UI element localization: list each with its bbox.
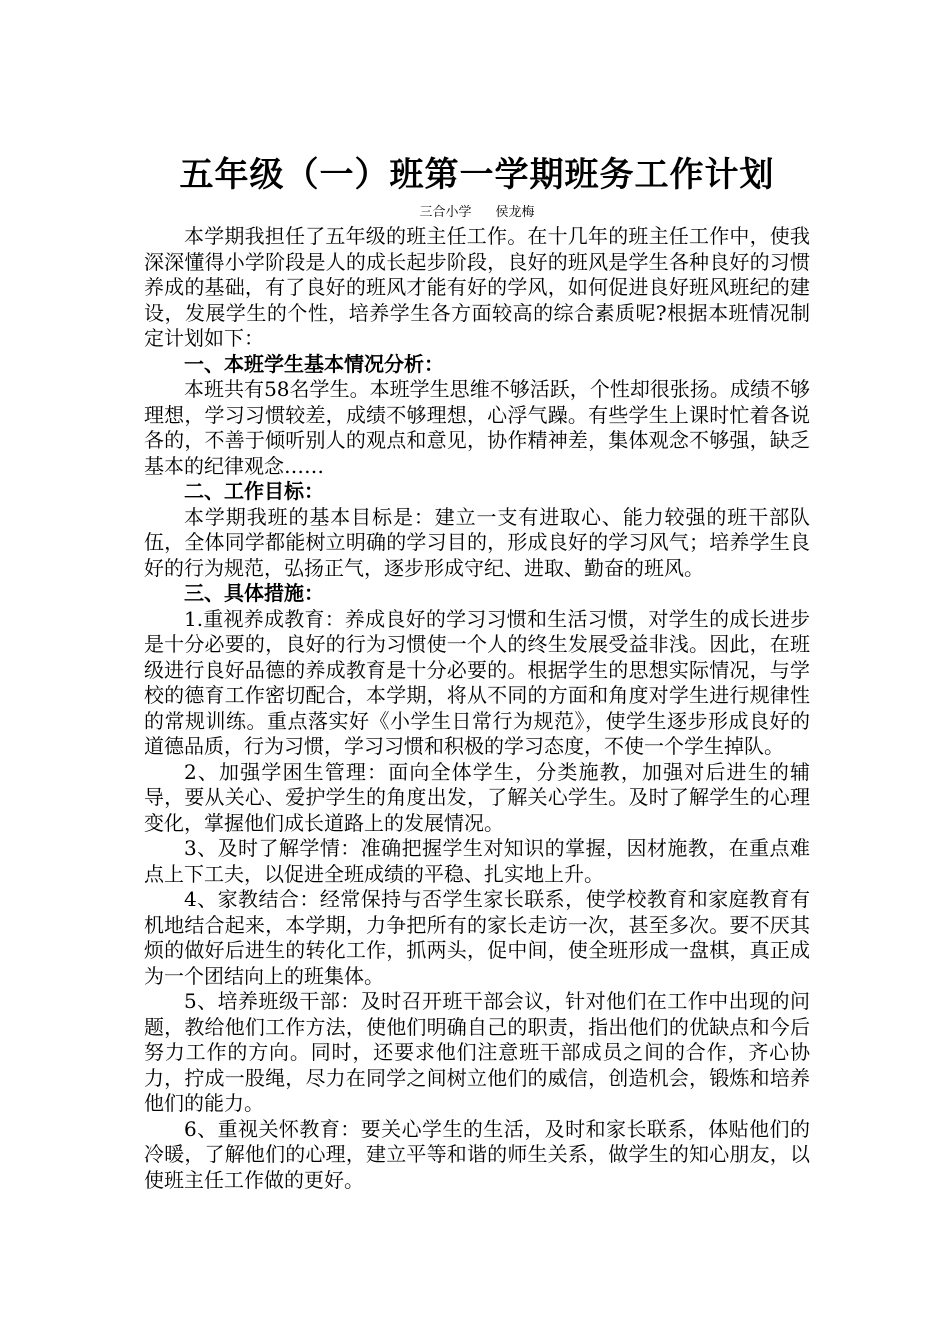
- section-1-paragraph: 本班共有58名学生。本班学生思维不够活跃，个性却很张扬。成绩不够理想，学习习惯较差，成绩不够理想，心浮气躁。有些学生上课时忙着各说各的，不善于倾听别人的观点和意见，协作精神差，集体观念不够强，缺乏基本的纪律观念……: [144, 377, 810, 478]
- intro-paragraph: 本学期我担任了五年级的班主任工作。在十几年的班主任工作中，使我深深懂得小学阶段是人的成长起步阶段，良好的班风是学生各种良好的习惯养成的基础，有了良好的班风才能有好的学风，如何促进良好班风班纪的建设，发展学生的个性，培养学生各方面较高的综合素质呢?根据本班情况制定计划如下：: [144, 224, 810, 350]
- author-name: 侯龙梅: [495, 205, 535, 220]
- section-2-paragraph: 本学期我班的基本目标是：建立一支有进取心、能力较强的班干部队伍，全体同学都能树立明确的学习目的，形成良好的学习风气；培养学生良好的行为规范，弘扬正气，逐步形成守纪、进取、勤奋的班风。: [144, 504, 810, 580]
- measure-item-2: 2、加强学困生管理：面向全体学生，分类施教，加强对后进生的辅导，要从关心、爱护学生的角度出发，了解关心学生。及时了解学生的心理变化，掌握他们成长道路上的发展情况。: [144, 759, 810, 835]
- measure-item-1: 1.重视养成教育：养成良好的学习习惯和生活习惯，对学生的成长进步是十分必要的，良好的行为习惯使一个人的终生发展受益非浅。因此，在班级进行良好品德的养成教育是十分必要的。根据学生的思想实际情况，与学校的德育工作密切配合，本学期，将从不同的方面和角度对学生进行规律性的常规训练。重点落实好《小学生日常行为规范》，使学生逐步形成良好的道德品质，行为习惯，学习习惯和积极的学习态度，不使一个学生掉队。: [144, 606, 810, 758]
- document-page: [144, 148, 810, 1193]
- measure-item-6: 6、重视关怀教育：要关心学生的生活，及时和家长联系，体贴他们的冷暖，了解他们的心理，建立平等和谐的师生关系，做学生的知心朋友，以使班主任工作做的更好。: [144, 1116, 810, 1192]
- school-name: 三合小学: [419, 205, 472, 220]
- section-2-heading: 二、工作目标：: [184, 479, 324, 503]
- measure-item-5: 5、培养班级干部：及时召开班干部会议，针对他们在工作中出现的问题，教给他们工作方法，使他们明确自己的职责，指出他们的优缺点和今后努力工作的方向。同时，还要求他们注意班干部成员之间的合作，齐心协力，拧成一股绳，尽力在同学之间树立他们的威信，创造机会，锻炼和培养他们的能力。: [144, 989, 810, 1115]
- measure-item-4: 4、家教结合：经常保持与否学生家长联系，使学校教育和家庭教育有机地结合起来，本学期，力争把所有的家长走访一次，甚至多次。要不厌其烦的做好后进生的转化工作，抓两头，促中间，使全班形成一盘棋，真正成为一个团结向上的班集体。: [144, 887, 810, 988]
- section-1-heading: 一、本班学生基本情况分析：: [184, 351, 444, 376]
- section-3-heading: 三、具体措施：: [184, 581, 324, 605]
- document-title: 五年级（一）班第一学期班务工作计划: [179, 155, 775, 195]
- byline: [144, 202, 810, 224]
- measure-item-3: 3、及时了解学情：准确把握学生对知识的掌握，因材施教，在重点难点上下工夫，以促进全班成绩的平稳、扎实地上升。: [144, 836, 810, 886]
